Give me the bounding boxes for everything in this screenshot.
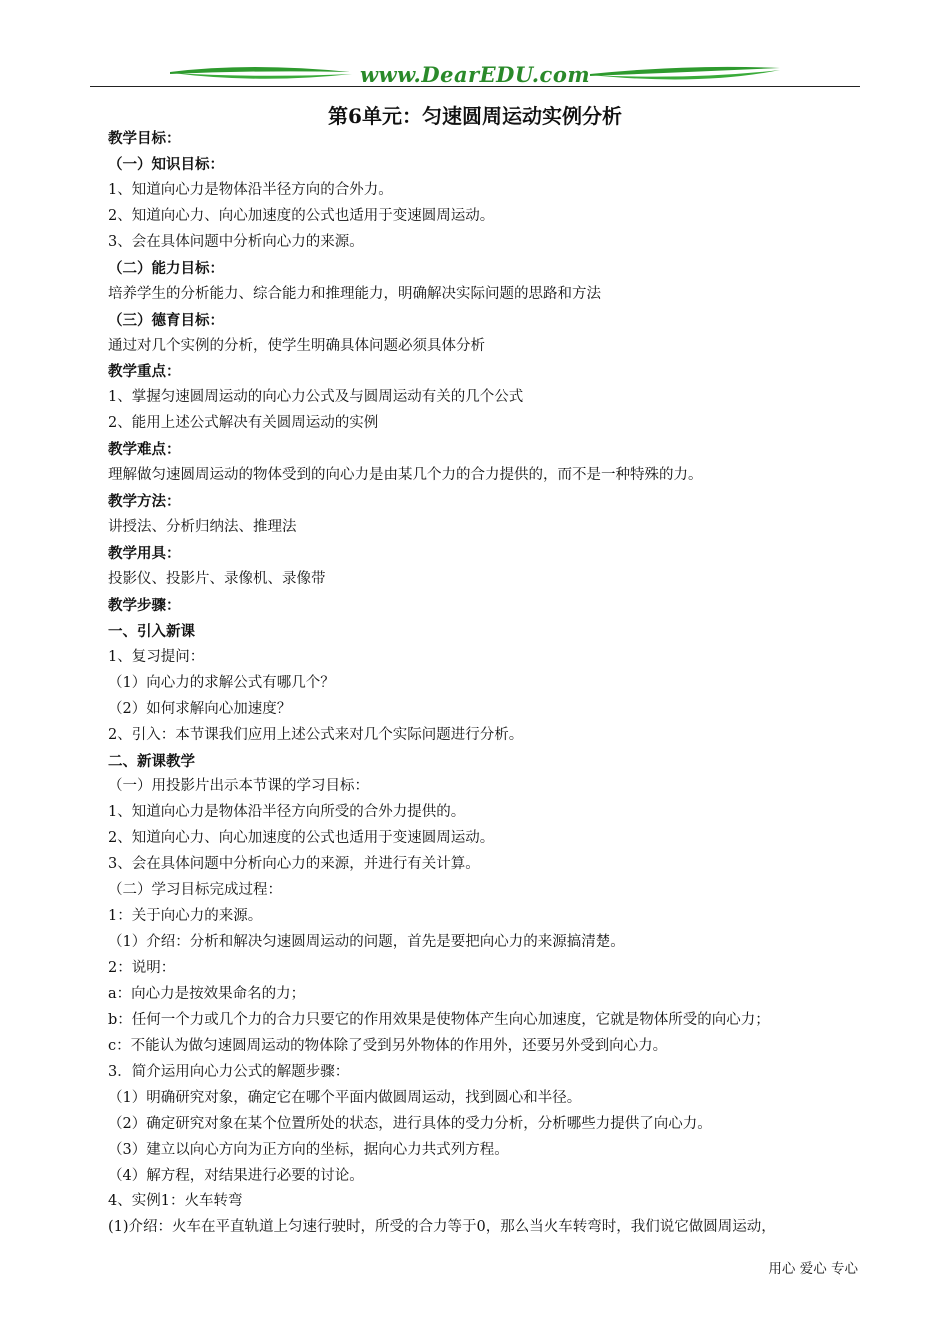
body-line: a：向心力是按效果命名的力；: [108, 985, 306, 1002]
header-rule: [90, 86, 860, 87]
body-line: （1）向心力的求解公式有哪几个？: [108, 674, 335, 691]
body-line: （2）如何求解向心加速度？: [108, 700, 292, 717]
body-line: （二）学习目标完成过程：: [108, 882, 282, 899]
section-heading: 教学步骤：: [108, 596, 181, 614]
page-title: 第6单元：匀速圆周运动实例分析: [328, 104, 622, 128]
body-line: 2：说明：: [108, 960, 176, 976]
body-line: b：任何一个力或几个力的合力只要它的作用效果是使物体产生向心加速度，它就是物体所受的向心力；: [108, 1011, 770, 1028]
section-heading: 一、引入新课: [108, 622, 195, 640]
section-heading: 教学重点：: [108, 363, 181, 381]
body-line: （1）介绍：分析和解决匀速圆周运动的问题，首先是要把向心力的来源搞清楚。: [108, 934, 625, 951]
body-line: 2、引入：本节课我们应用上述公式来对几个实际问题进行分析。: [108, 726, 524, 743]
body-line: 2、能用上述公式解决有关圆周运动的实例: [108, 415, 379, 432]
body-line: 投影仪、投影片、录像机、录像带: [108, 570, 326, 587]
body-line: （1）明确研究对象，确定它在哪个平面内做圆周运动，找到圆心和半径。: [108, 1089, 582, 1106]
body-line: 3．简介运用向心力公式的解题步骤：: [108, 1063, 350, 1080]
body-line: （2）确定研究对象在某个位置所处的状态，进行具体的受力分析，分析哪些力提供了向心力。: [108, 1115, 712, 1132]
document-body: [108, 126, 868, 1241]
section-heading: 教学用具：: [108, 545, 181, 562]
body-line: 4、实例1：火车转弯: [108, 1193, 243, 1210]
body-line: 1：关于向心力的来源。: [108, 908, 263, 925]
body-line: c：不能认为做匀速圆周运动的物体除了受到另外物体的作用外，还要另外受到向心力。: [108, 1037, 668, 1054]
body-line: （一）用投影片出示本节课的学习目标：: [108, 778, 369, 795]
body-line: 理解做匀速圆周运动的物体受到的向心力是由某几个力的合力提供的，而不是一种特殊的力。: [108, 467, 703, 484]
footer-slogan: 用心 爱心 专心: [768, 1261, 858, 1277]
section-heading: （三）德育目标：: [108, 311, 224, 329]
section-heading: 教学目标：: [108, 130, 181, 147]
section-heading: 教学难点：: [108, 441, 181, 459]
section-heading: （一）知识目标：: [108, 155, 224, 173]
body-line: 1、知道向心力是物体沿半径方向的合外力。: [108, 181, 393, 198]
body-line: 培养学生的分析能力、综合能力和推理能力，明确解决实际问题的思路和方法: [108, 285, 601, 302]
body-line: (1)介绍：火车在平直轨道上匀速行驶时，所受的合力等于0，那么当火车转弯时，我们说它做圆周运动，: [108, 1219, 776, 1236]
body-line: 1、知道向心力是物体沿半径方向所受的合外力提供的。: [108, 804, 466, 821]
body-line: 2、知道向心力、向心加速度的公式也适用于变速圆周运动。: [108, 207, 495, 224]
section-heading: （二）能力目标：: [108, 259, 224, 277]
body-line: 1、复习提问：: [108, 648, 205, 665]
body-line: 3、会在具体问题中分析向心力的来源，并进行有关计算。: [108, 856, 480, 873]
body-line: 2、知道向心力、向心加速度的公式也适用于变速圆周运动。: [108, 830, 495, 847]
body-line: 3、会在具体问题中分析向心力的来源。: [108, 233, 364, 250]
section-heading: 二、新课教学: [108, 752, 195, 770]
section-heading: 教学方法：: [108, 493, 181, 511]
body-line: 通过对几个实例的分析，使学生明确具体问题必须具体分析: [108, 337, 485, 354]
site-logo-text[interactable]: www.DearEDU.com: [359, 62, 591, 87]
body-line: （3）建立以向心方向为正方向的坐标，据向心力共式列方程。: [108, 1141, 509, 1158]
body-line: （4）解方程，对结果进行必要的讨论。: [108, 1167, 364, 1184]
body-line: 1、掌握匀速圆周运动的向心力公式及与圆周运动有关的几个公式: [108, 389, 524, 406]
body-line: 讲授法、分析归纳法、推理法: [108, 519, 297, 536]
